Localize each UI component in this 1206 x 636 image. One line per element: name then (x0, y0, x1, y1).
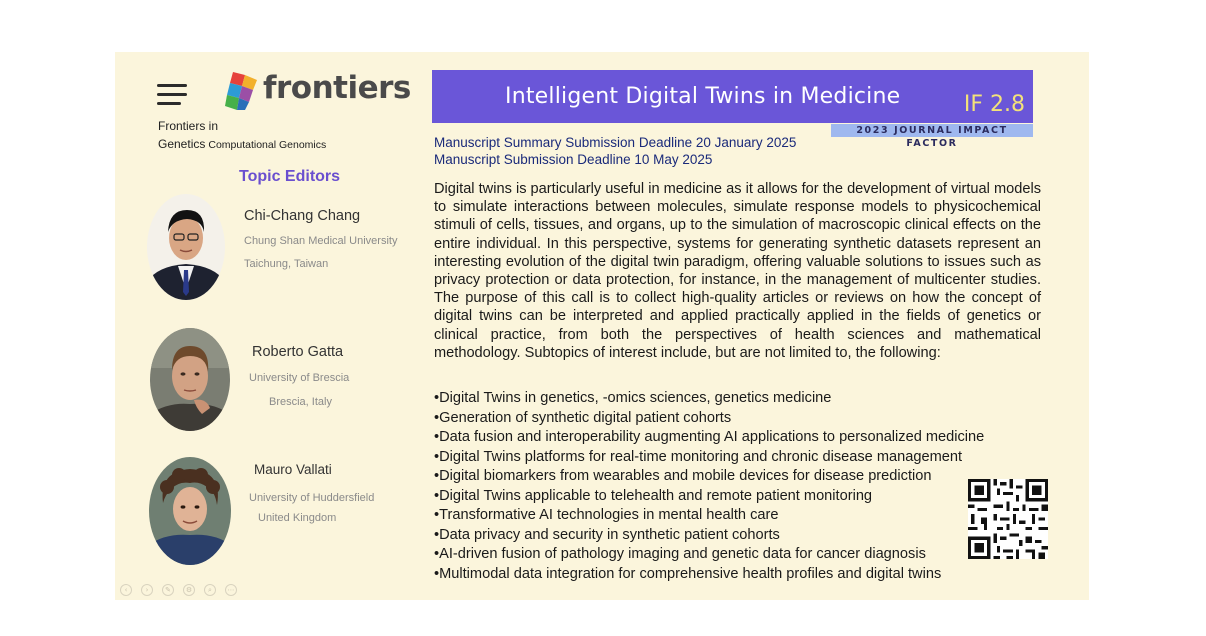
logo-text: frontiers (263, 70, 411, 106)
editor-name: Chi-Chang Chang (244, 208, 361, 224)
subtopic-list (434, 389, 984, 584)
editor-photo-mauro-vallati (149, 457, 231, 565)
impact-factor-value: IF 2.8 (963, 92, 1025, 117)
editor-name: Mauro Vallati (254, 462, 332, 477)
list-item: •Digital Twins in genetics, -omics sciences, genetics medicine (434, 390, 832, 406)
list-item: •Digital biomarkers from wearables and mobile devices for disease prediction (434, 468, 932, 484)
impact-factor-label: 2023 JOURNAL IMPACT FACTOR (831, 124, 1033, 137)
title-banner (432, 70, 1033, 123)
editor-location: United Kingdom (258, 512, 337, 524)
journal-section: Computational Genomics (208, 139, 327, 151)
topic-description: Digital twins is particularly useful in medicine as it allows for the development of virtual models to simulate interactions between molecules, simulate response models to physicochemical stimuli of cells, tissues, and organs, up to the simulation of macroscopic clinical effects on the entire individual. In this perspective, systems for generating synthetic datasets represent an interesting evolution of the digital twin paradigm, offering valuable solutions to issues such as privacy protection or data protection, for instance, in the management of multicenter studies. The purpose of this call is to collect high-quality articles or reviews on how the concept of digital twins can be interpreted and applied practically applied in the fields of genetics or clinical practice, from both the perspectives of health sciences and mathematical methodology. Subtopics of interest include, but are not limited to, the following: (434, 181, 1041, 361)
list-item: •Digital Twins platforms for real-time monitoring and chronic disease management (434, 448, 963, 465)
editor-location: Taichung, Taiwan (244, 258, 329, 270)
editor-photo-chi-chang-chang (147, 194, 225, 300)
list-item: •Multimodal data integration for comprehensive health profiles and digital twins (434, 565, 942, 582)
editor-affiliation: Chung Shan Medical University (244, 235, 398, 247)
manuscript-deadline: Manuscript Submission Deadline 10 May 2025 (434, 152, 713, 167)
editor-location: Brescia, Italy (269, 396, 332, 408)
settings-icon[interactable]: ⚙ (183, 584, 195, 596)
hamburger-menu-icon[interactable] (157, 84, 187, 104)
editor-photo-roberto-gatta (150, 328, 230, 431)
editor-name: Roberto Gatta (252, 344, 344, 360)
frontiers-logo-icon (225, 72, 259, 110)
previous-icon[interactable]: ‹ (120, 584, 132, 596)
qr-code-icon[interactable] (968, 479, 1048, 559)
list-item: •Transformative AI technologies in mental health care (434, 507, 779, 523)
edit-icon[interactable]: ✎ (162, 584, 174, 596)
editor-affiliation: University of Brescia (249, 372, 350, 384)
list-item: •Data privacy and security in synthetic patient cohorts (434, 526, 780, 543)
zoom-icon[interactable]: ⌕ (204, 584, 216, 596)
list-item: •Data fusion and interoperability augmenting AI applications to personalized medicine (434, 429, 985, 445)
next-icon[interactable]: › (141, 584, 153, 596)
list-item: •Digital Twins applicable to telehealth and remote patient monitoring (434, 487, 873, 504)
journal-subname (158, 137, 326, 151)
slide (115, 52, 1089, 600)
slide-controls (120, 584, 237, 596)
topic-editors-heading: Topic Editors (239, 168, 341, 185)
journal-field: Genetics (158, 137, 206, 151)
journal-name: Frontiers in (158, 119, 219, 133)
list-item: •Generation of synthetic digital patient cohorts (434, 409, 732, 426)
more-icon[interactable]: ⋯ (225, 584, 237, 596)
topic-title: Intelligent Digital Twins in Medicine (505, 84, 901, 109)
editor-affiliation: University of Huddersfield (249, 492, 375, 504)
summary-deadline: Manuscript Summary Submission Deadline 20 January 2025 (434, 135, 797, 150)
list-item: •AI-driven fusion of pathology imaging and genetic data for cancer diagnosis (434, 546, 926, 562)
